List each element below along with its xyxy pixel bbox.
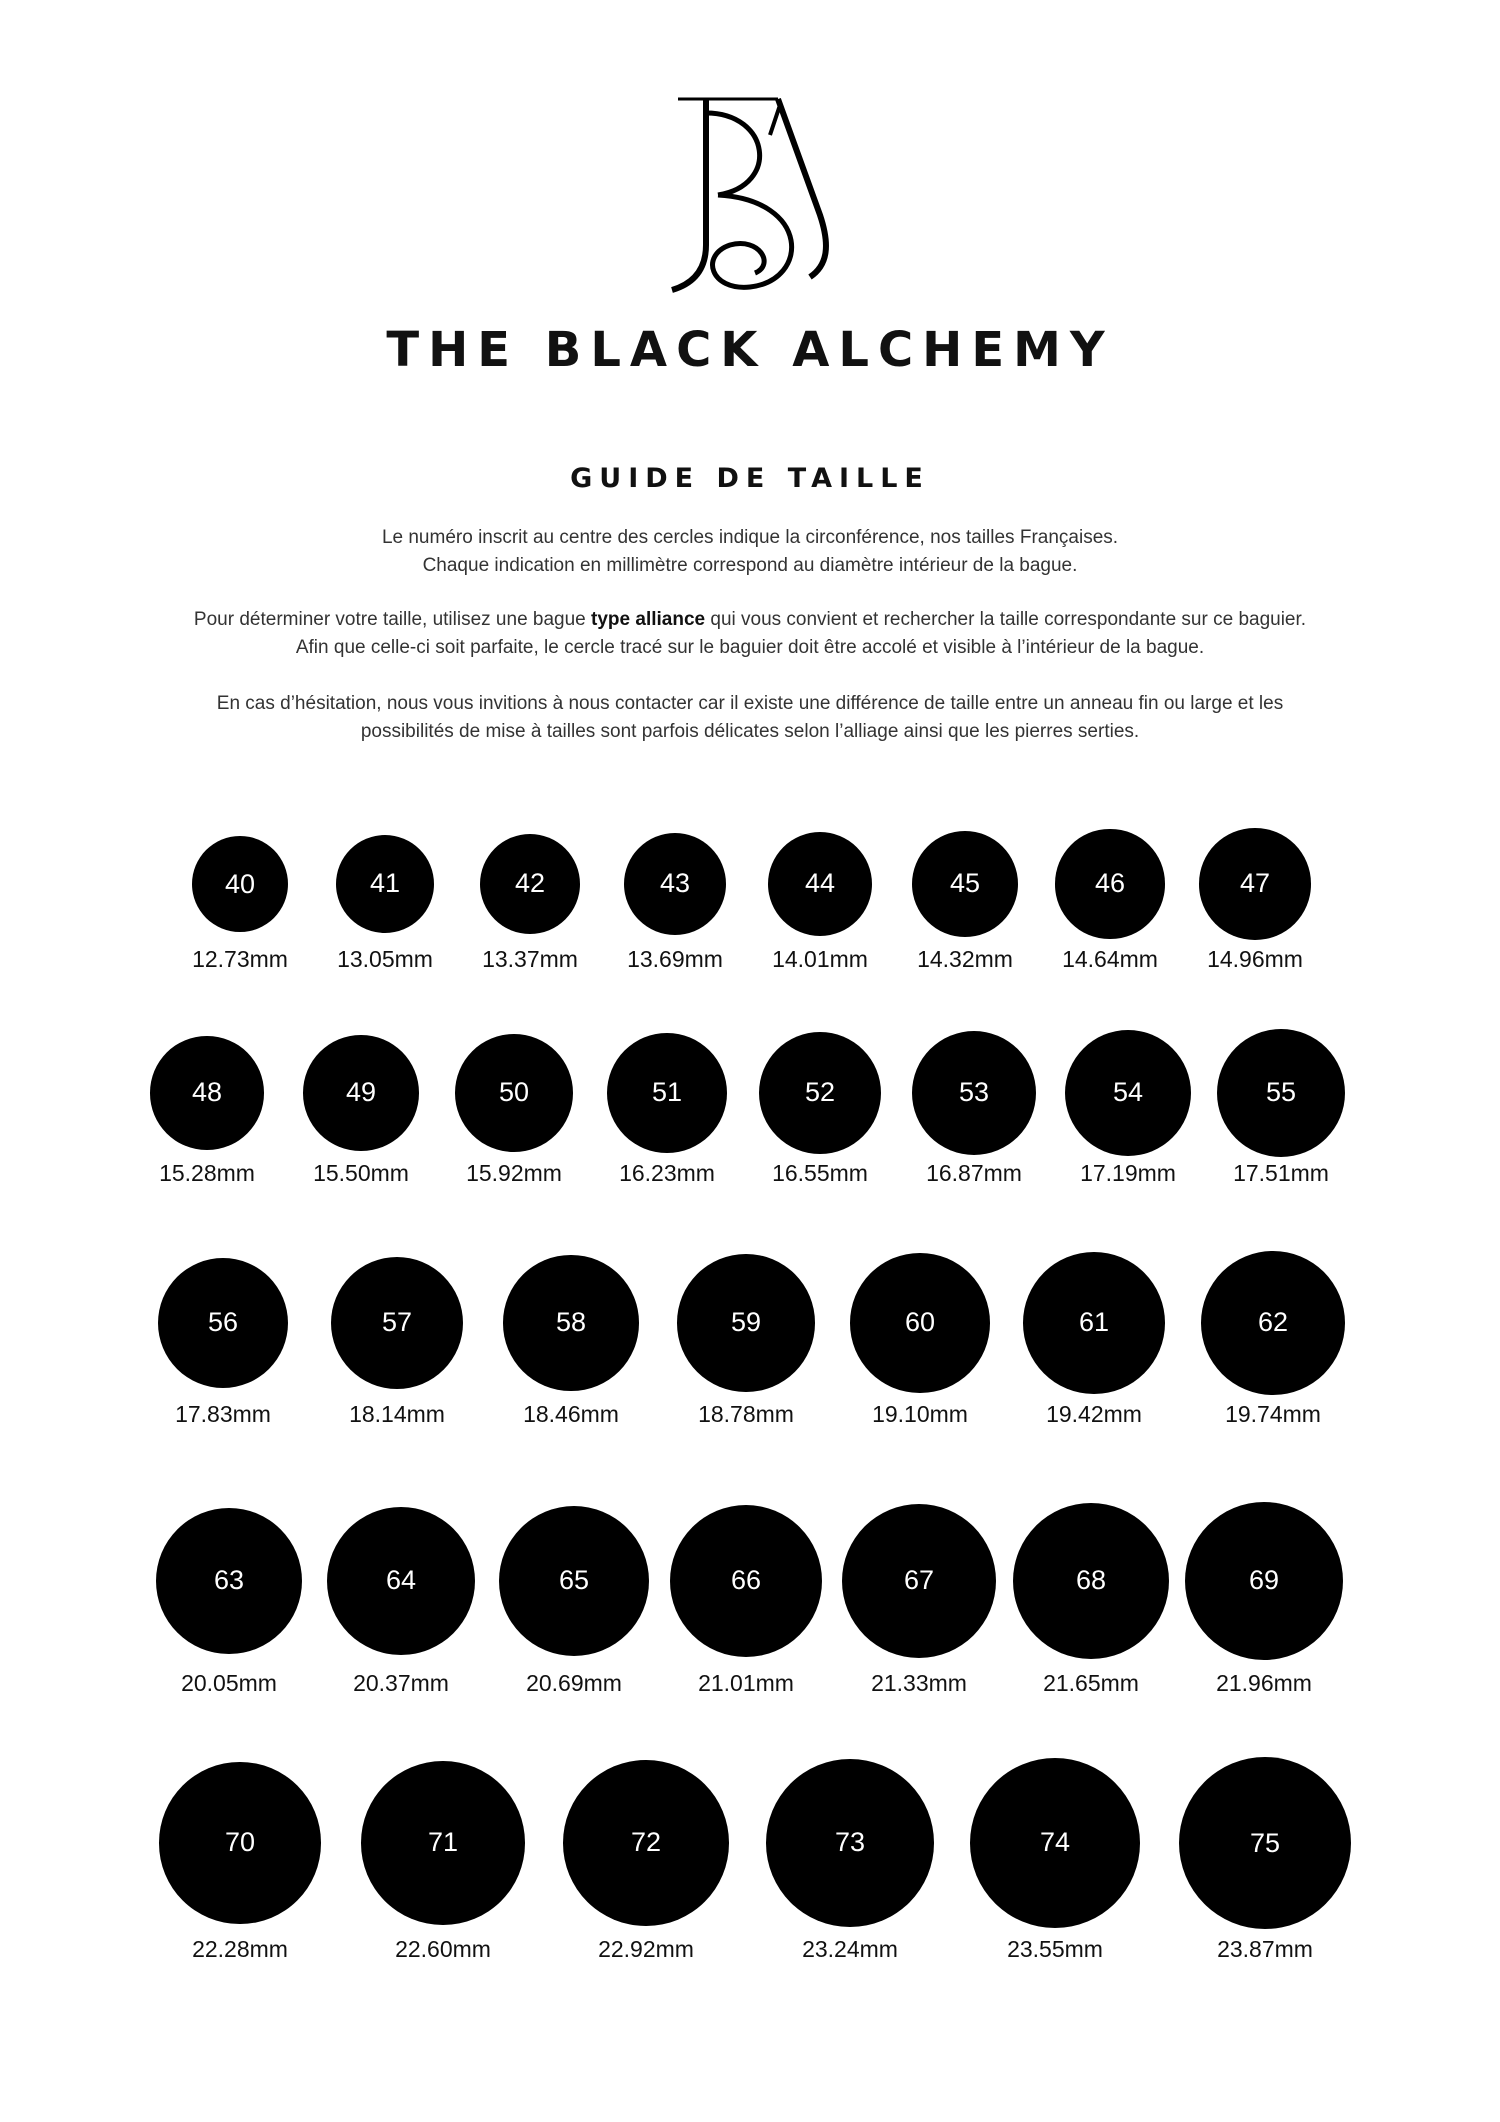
ring-size-64: [327, 1507, 475, 1655]
ring-size-51: [607, 1033, 727, 1153]
guide-title: GUIDE DE TAILLE: [570, 463, 930, 494]
ring-diameter-label: 22.28mm: [192, 1936, 288, 1962]
ring-size-number: 48: [191, 1077, 223, 1108]
ring-size-number: 71: [427, 1827, 458, 1858]
ring-diameter-label: 21.96mm: [1216, 1670, 1312, 1696]
ring-size-number: 59: [730, 1307, 761, 1338]
ring-size-number: 43: [659, 868, 690, 899]
ring-diameter-label: 18.14mm: [349, 1401, 445, 1427]
intro-emphasis: type alliance: [591, 609, 706, 630]
intro-line: possibilités de mise à tailles sont parfois délicates selon l’alliage ainsi que les pierres serties.: [360, 721, 1140, 742]
intro-paragraph-2: [100, 606, 1400, 662]
ring-size-number: 46: [1094, 868, 1126, 899]
ring-diameter-label: 22.60mm: [395, 1936, 491, 1962]
ring-size-66: [670, 1505, 822, 1657]
ring-size-67: [842, 1504, 997, 1659]
ring-size-number: 57: [381, 1307, 412, 1338]
ring-size-number: 51: [651, 1077, 682, 1108]
ring-size-42: [480, 834, 580, 934]
ring-diameter-label: 19.10mm: [872, 1401, 968, 1427]
ring-size-63: [156, 1508, 302, 1654]
ring-size-number: 45: [949, 868, 980, 899]
ring-size-50: [455, 1034, 573, 1152]
ring-size-number: 74: [1039, 1827, 1071, 1858]
ring-size-54: [1065, 1030, 1191, 1156]
intro-line: Pour déterminer votre taille, utilisez une bague: [193, 609, 592, 630]
ring-diameter-label: 16.87mm: [926, 1160, 1022, 1186]
ring-size-number: 52: [804, 1077, 836, 1108]
ring-diameter-label: 15.28mm: [159, 1160, 255, 1186]
intro-line: Le numéro inscrit au centre des cercles indique la circonférence, nos tailles Françaises.: [381, 527, 1119, 548]
ring-size-number: 55: [1265, 1077, 1296, 1108]
ring-size-number: 69: [1248, 1565, 1279, 1596]
ring-size-45: [912, 831, 1019, 938]
ring-diameter-label: 13.37mm: [482, 946, 578, 972]
ring-diameter-label: 15.50mm: [313, 1160, 409, 1186]
ring-diameter-label: 21.65mm: [1043, 1670, 1139, 1696]
ring-diameter-label: 16.23mm: [619, 1160, 715, 1186]
ring-diameter-label: 16.55mm: [772, 1160, 868, 1186]
ring-size-number: 54: [1112, 1077, 1144, 1108]
ring-diameter-label: 12.73mm: [192, 946, 288, 972]
ring-size-62: [1201, 1251, 1345, 1395]
intro-line: qui vous convient et rechercher la taille correspondante sur ce baguier.: [705, 609, 1307, 630]
ring-size-56: [158, 1258, 289, 1389]
ring-size-49: [303, 1035, 419, 1151]
ring-size-number: 73: [834, 1827, 865, 1858]
ring-size-53: [912, 1031, 1036, 1155]
ring-size-73: [766, 1759, 934, 1927]
ring-size-75: [1179, 1757, 1351, 1929]
ring-diameter-label: 19.42mm: [1046, 1401, 1142, 1427]
ring-size-number: 49: [345, 1077, 376, 1108]
ring-size-number: 40: [224, 868, 256, 899]
ring-size-52: [759, 1032, 881, 1154]
ring-diameter-label: 13.69mm: [627, 946, 723, 972]
ring-size-71: [361, 1761, 524, 1924]
ring-size-48: [150, 1036, 263, 1149]
ring-size-number: 58: [555, 1307, 587, 1338]
ring-diameter-label: 23.24mm: [802, 1936, 898, 1962]
ring-diameter-label: 18.46mm: [523, 1401, 619, 1427]
ring-diameter-label: 20.37mm: [353, 1670, 449, 1696]
ring-diameter-label: 14.01mm: [772, 946, 868, 972]
ring-size-46: [1055, 829, 1164, 938]
ring-size-number: 47: [1239, 868, 1270, 899]
ring-diameter-label: 20.69mm: [526, 1670, 622, 1696]
brand-name: THE BLACK ALCHEMY: [386, 322, 1114, 378]
ring-size-number: 70: [224, 1827, 256, 1858]
ring-size-44: [768, 832, 873, 937]
ring-size-72: [563, 1760, 728, 1925]
ring-diameter-label: 13.05mm: [337, 946, 433, 972]
ring-diameter-label: 14.96mm: [1207, 946, 1303, 972]
ring-size-68: [1013, 1503, 1170, 1660]
ring-size-number: 53: [958, 1077, 989, 1108]
ring-size-number: 62: [1257, 1307, 1289, 1338]
ring-diameter-label: 19.74mm: [1225, 1401, 1321, 1427]
ring-diameter-label: 15.92mm: [466, 1160, 562, 1186]
ring-size-number: 65: [558, 1565, 589, 1596]
ring-size-74: [970, 1758, 1140, 1928]
intro-line: En cas d’hésitation, nous vous invitions à nous contacter car il existe une différence de taille entre un anneau fin ou large et les: [216, 693, 1284, 714]
ring-size-40: [192, 836, 288, 932]
ring-size-55: [1217, 1029, 1346, 1158]
ring-diameter-label: 17.19mm: [1080, 1160, 1176, 1186]
ring-diameter-label: 17.83mm: [175, 1401, 271, 1427]
ring-diameter-label: 21.01mm: [698, 1670, 794, 1696]
ring-size-57: [331, 1257, 464, 1390]
ring-size-number: 61: [1078, 1307, 1109, 1338]
ring-size-number: 64: [385, 1565, 417, 1596]
ring-size-number: 72: [630, 1827, 662, 1858]
ring-diameter-label: 23.55mm: [1007, 1936, 1103, 1962]
ring-size-number: 60: [904, 1307, 936, 1338]
ring-diameter-label: 21.33mm: [871, 1670, 967, 1696]
ring-diameter-label: 20.05mm: [181, 1670, 277, 1696]
ring-size-41: [336, 835, 434, 933]
intro-paragraph-1: [100, 524, 1400, 580]
ring-size-number: 63: [213, 1565, 244, 1596]
ring-diameter-label: 18.78mm: [698, 1401, 794, 1427]
ring-size-58: [503, 1255, 638, 1390]
ring-size-60: [850, 1253, 989, 1392]
ring-size-number: 66: [730, 1565, 762, 1596]
ring-size-number: 68: [1075, 1565, 1107, 1596]
ring-diameter-label: 17.51mm: [1233, 1160, 1329, 1186]
ring-size-59: [677, 1254, 814, 1391]
ring-size-number: 67: [903, 1565, 934, 1596]
intro-line: Chaque indication en millimètre correspond au diamètre intérieur de la bague.: [422, 555, 1078, 576]
ring-size-65: [499, 1506, 649, 1656]
ring-diameter-label: 14.32mm: [917, 946, 1013, 972]
ring-size-number: 44: [804, 868, 836, 899]
ring-size-number: 56: [207, 1307, 239, 1338]
ring-size-70: [159, 1762, 320, 1923]
ring-diameter-label: 14.64mm: [1062, 946, 1158, 972]
ring-size-number: 41: [369, 868, 400, 899]
ring-size-number: 42: [514, 868, 546, 899]
intro-paragraph-3: [100, 690, 1400, 746]
ring-size-number: 50: [498, 1077, 530, 1108]
ring-size-47: [1199, 828, 1310, 939]
brand-logo: [660, 95, 840, 295]
ring-size-number: 75: [1249, 1827, 1281, 1858]
ring-size-69: [1185, 1502, 1344, 1661]
ring-diameter-label: 22.92mm: [598, 1936, 694, 1962]
ring-size-43: [624, 833, 727, 936]
intro-line: Afin que celle-ci soit parfaite, le cercle tracé sur le baguier doit être accolé et visible à l’intérieur de la bague.: [295, 637, 1205, 658]
ring-size-61: [1023, 1252, 1165, 1394]
ring-diameter-label: 23.87mm: [1217, 1936, 1313, 1962]
